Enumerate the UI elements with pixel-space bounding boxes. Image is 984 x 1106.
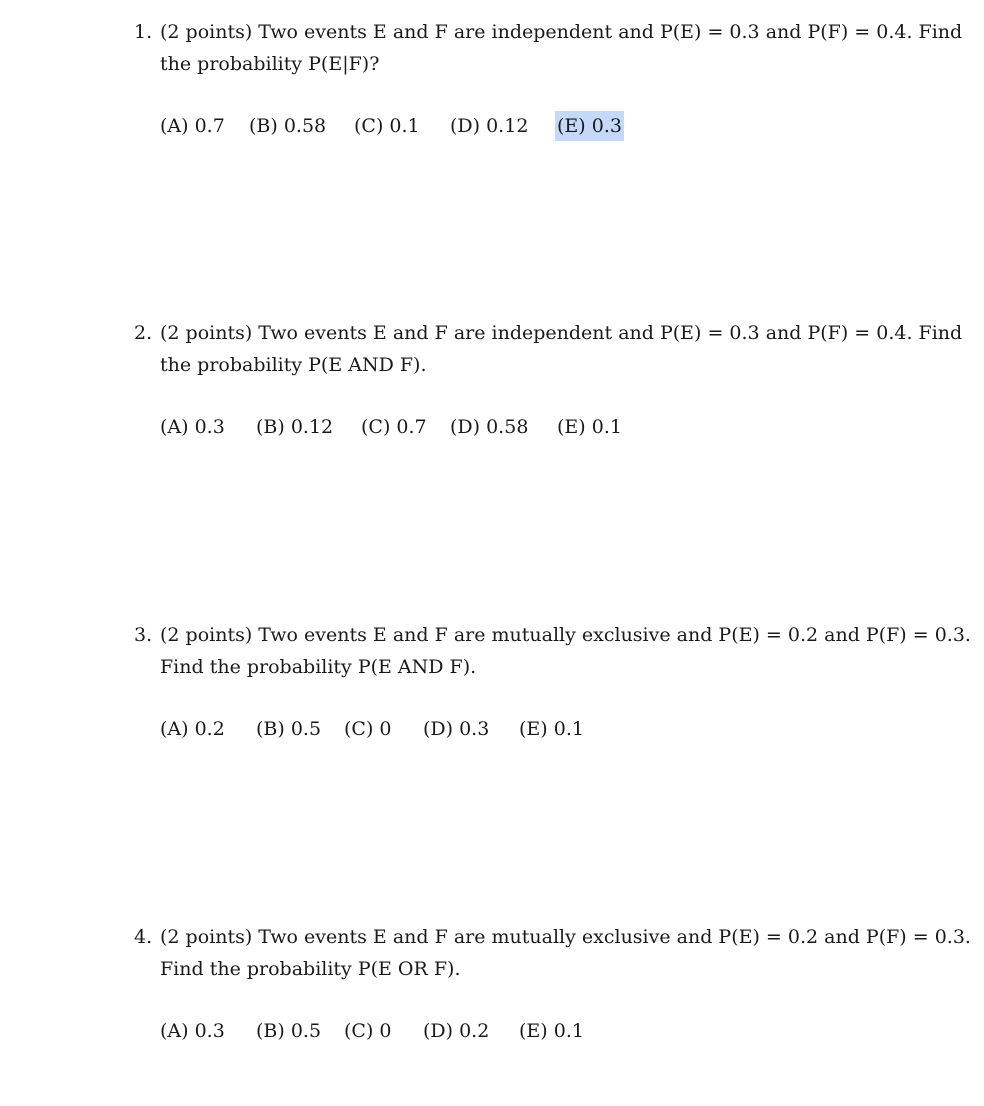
choice-e-selected[interactable]: (E) 0.3 [555,111,624,141]
choice-c[interactable]: (C) 0 [344,1020,392,1042]
question-text-line-1: (2 points) Two events E and F are independent and P(E) = 0.3 and P(F) = 0.4. Find [160,322,963,344]
question-text-line-2: the probability P(E AND F). [160,354,427,376]
choice-e[interactable]: (E) 0.1 [519,718,584,740]
choice-d[interactable]: (D) 0.2 [423,1020,490,1042]
choice-c[interactable]: (C) 0.1 [354,115,420,137]
question-1 [134,16,963,137]
choice-b[interactable]: (B) 0.12 [256,416,334,438]
question-number: 2. [134,322,153,344]
question-number: 1. [134,21,153,43]
choice-b[interactable]: (B) 0.5 [256,1020,322,1042]
question-number: 3. [134,624,153,646]
question-text-line-2: the probability P(E|F)? [160,53,380,75]
question-number: 4. [134,926,153,948]
choice-d[interactable]: (D) 0.3 [423,718,490,740]
choice-a[interactable]: (A) 0.7 [160,115,225,137]
question-text-line-1: (2 points) Two events E and F are mutually exclusive and P(E) = 0.2 and P(F) = 0.3. [160,624,971,646]
choice-a[interactable]: (A) 0.3 [160,1020,225,1042]
question-3 [134,619,971,740]
choice-d[interactable]: (D) 0.58 [450,416,529,438]
question-2 [134,317,963,438]
choice-c[interactable]: (C) 0.7 [361,416,427,438]
choice-e[interactable]: (E) 0.1 [519,1020,584,1042]
choice-d[interactable]: (D) 0.12 [450,115,529,137]
choice-e[interactable]: (E) 0.1 [557,416,622,438]
question-text-line-2: Find the probability P(E AND F). [160,656,477,678]
question-4 [134,921,971,1042]
choice-c[interactable]: (C) 0 [344,718,392,740]
question-text-line-1: (2 points) Two events E and F are independent and P(E) = 0.3 and P(F) = 0.4. Find [160,21,963,43]
choice-a[interactable]: (A) 0.3 [160,416,225,438]
choice-a[interactable]: (A) 0.2 [160,718,225,740]
question-text-line-2: Find the probability P(E OR F). [160,958,461,980]
choice-b[interactable]: (B) 0.5 [256,718,322,740]
question-text-line-1: (2 points) Two events E and F are mutually exclusive and P(E) = 0.2 and P(F) = 0.3. [160,926,971,948]
choice-b[interactable]: (B) 0.58 [249,115,327,137]
